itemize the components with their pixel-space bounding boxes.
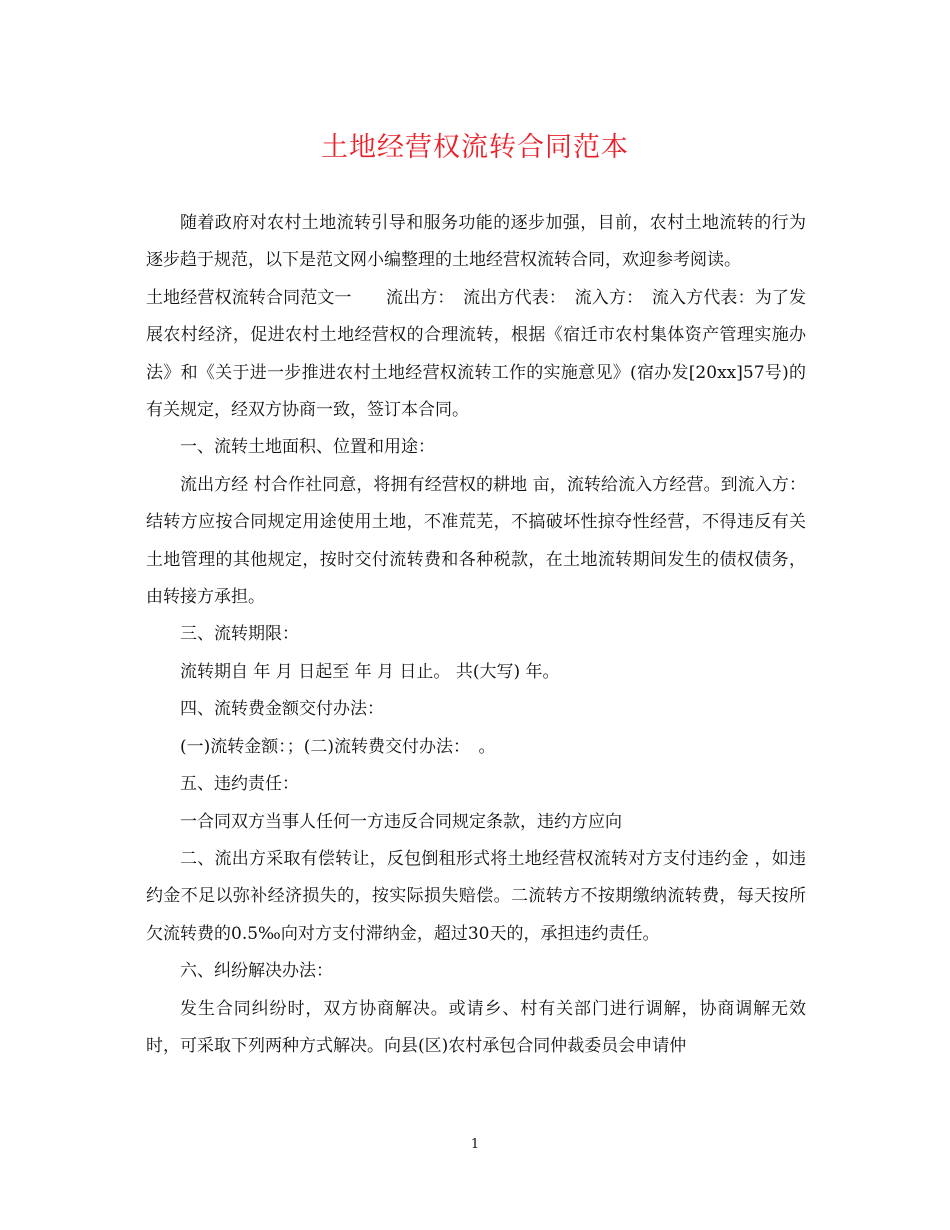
intro-paragraph: 随着政府对农村土地流转引导和服务功能的逐步加强，目前，农村土地流转的行为逐步趋于规范，以下是范文网小编整理的土地经营权流转合同，欢迎参考阅读。 <box>146 213 806 271</box>
section-heading-fee: 四、流转费金额交付办法： <box>180 699 384 720</box>
section-heading-term: 三、流转期限： <box>180 624 299 645</box>
liability-clause-2: 二、流出方采取有偿转让，反包倒租形式将土地经营权流转对方支付违约金 ，如违约金不足以弥补经济损失的，按实际损失赔偿。二流转方不按期缴纳流转费，每天按所欠流转费的0.5‰向对方支付滞纳金，超过30天的，承担违约责任。 <box>146 848 806 944</box>
dispute-clause-paragraph: 发生合同纠纷时，双方协商解决。或请乡、村有关部门进行调解，协商调解无效时，可采取下列两种方式解决。向县(区)农村承包合同仲裁委员会申请仲 <box>146 998 806 1056</box>
section-heading-dispute: 六、纠纷解决办法： <box>180 961 333 982</box>
document-title: 土地经营权流转合同范本 <box>321 132 629 163</box>
land-clause-paragraph: 流出方经 村合作社同意，将拥有经营权的耕地 亩，流转给流入方经营。到流入方：结转方应按合同规定用途使用土地，不准荒芜，不搞破坏性掠夺性经营，不得违反有关土地管理的其他规定，按时交付流转费和各种税款，在土地流转期间发生的债权债务，由转接方承担。 <box>146 474 806 608</box>
section-heading-land: 一、流转土地面积、位置和用途： <box>180 437 435 458</box>
section-heading-liability: 五、违约责任： <box>180 774 299 795</box>
document-body <box>146 205 806 1065</box>
liability-clause-1: 一合同双方当事人任何一方违反合同规定条款，违约方应向 <box>180 811 622 832</box>
term-clause-paragraph: 流转期自 年 月 日起至 年 月 日止。 共(大写) 年。 <box>180 661 560 682</box>
page-number: 1 <box>470 1137 480 1152</box>
contract-preamble-paragraph: 土地经营权流转合同范文一 流出方： 流出方代表： 流入方： 流入方代表：为了发展农村经济，促进农村土地经营权的合理流转，根据《宿迁市农村集体资产管理实施办法》和《关于进一步推进农村土地经营权流转工作的实施意见》(宿办发[20xx]57号)的有关规定，经双方协商一致，签订本合同。 <box>146 287 806 421</box>
fee-clause-paragraph: (一)流转金额：；(二)流转费交付办法： 。 <box>180 736 496 757</box>
